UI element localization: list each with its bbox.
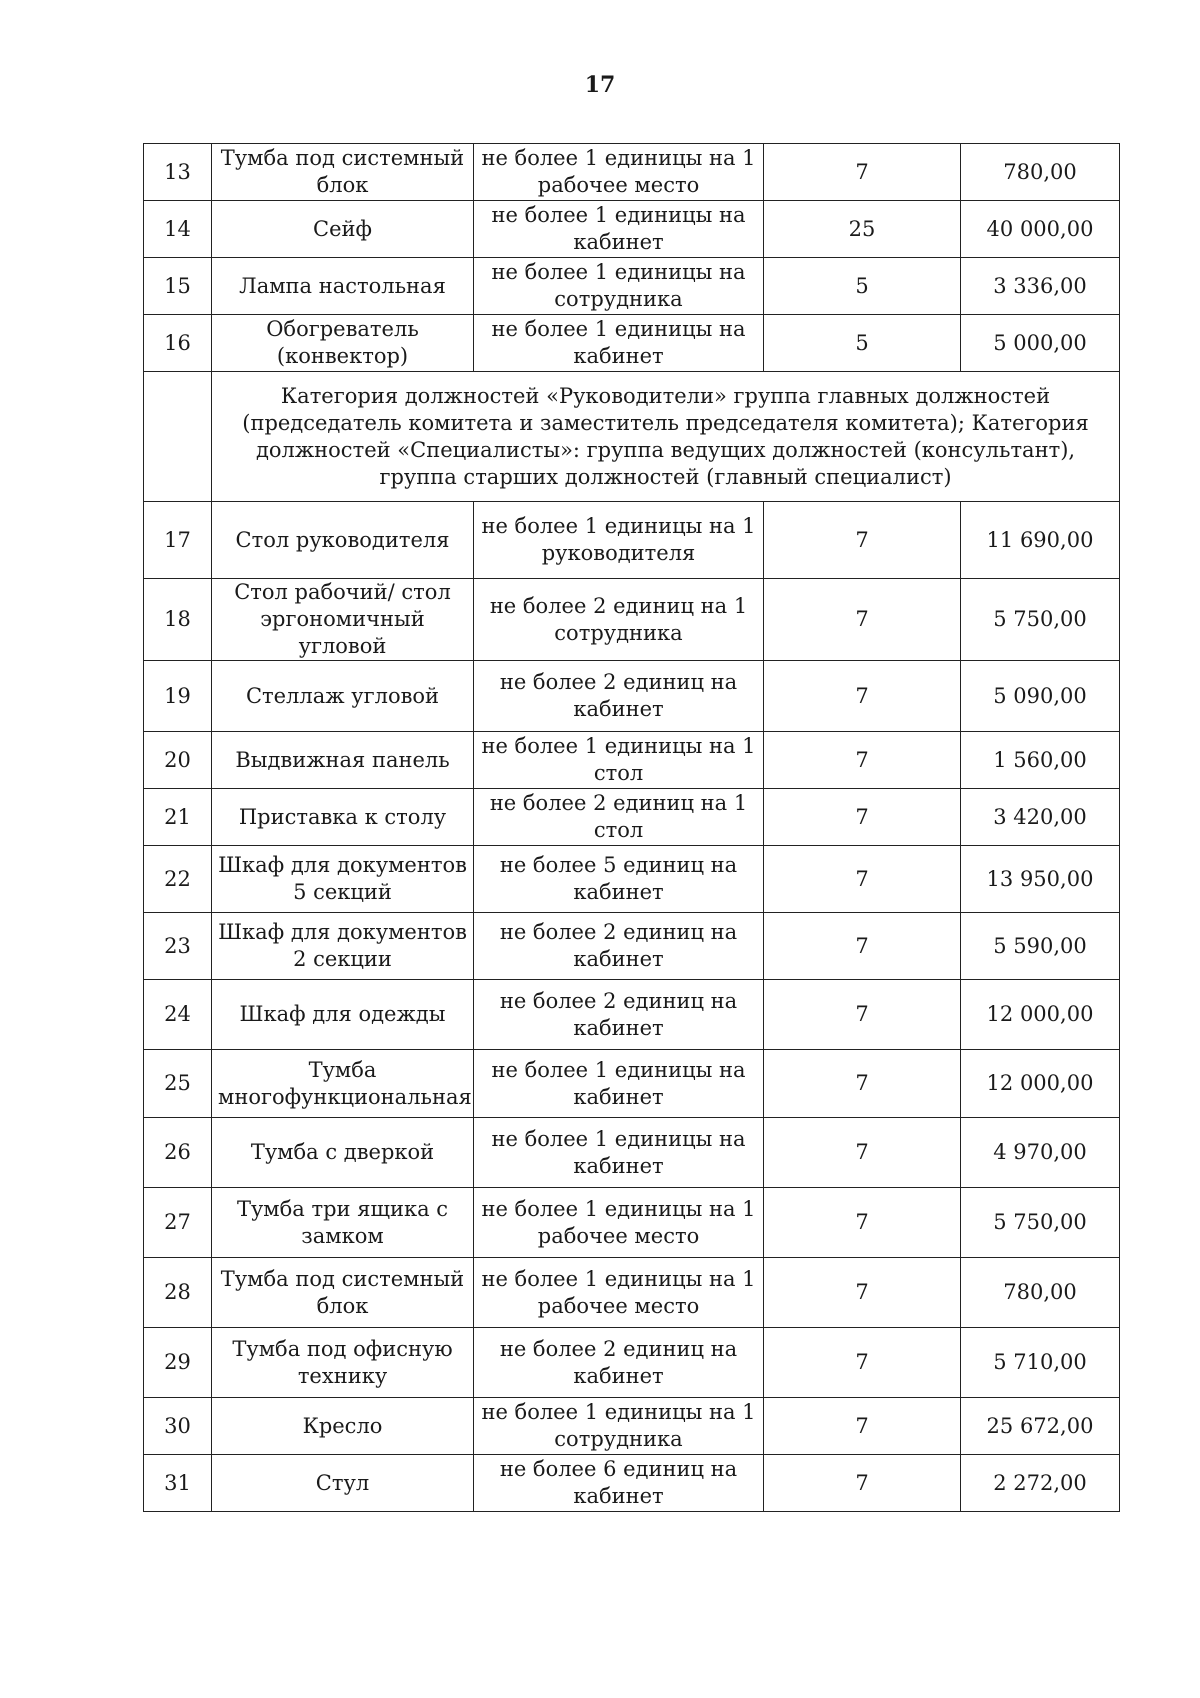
furniture-norms-table	[143, 143, 1120, 1512]
table-row	[144, 661, 1120, 732]
item-price: 12 000,00	[961, 1050, 1120, 1118]
table-row	[144, 1398, 1120, 1455]
row-number: 31	[144, 1455, 212, 1512]
item-price: 5 090,00	[961, 661, 1120, 732]
item-name: Стол рабочий/ стол эргономичный угловой	[212, 579, 474, 661]
item-years: 7	[764, 980, 961, 1050]
row-number: 15	[144, 258, 212, 315]
item-years: 7	[764, 502, 961, 579]
item-years: 7	[764, 579, 961, 661]
item-norm: не более 1 единицы на 1 рабочее место	[474, 1188, 764, 1258]
row-number: 13	[144, 144, 212, 201]
row-number: 21	[144, 789, 212, 846]
row-number: 22	[144, 846, 212, 913]
row-number: 23	[144, 913, 212, 980]
category-empty-cell	[144, 372, 212, 502]
item-norm: не более 1 единицы на сотрудника	[474, 258, 764, 315]
row-number: 19	[144, 661, 212, 732]
category-row	[144, 372, 1120, 502]
category-heading: Категория должностей «Руководители» группа главных должностей (председатель комитета и заместитель председателя комитета); Категория должностей «Специалисты»: группа ведущих должностей (консультант), группа старших должностей (главный специалист)	[212, 372, 1120, 502]
item-name: Тумба под системный блок	[212, 144, 474, 201]
item-years: 7	[764, 789, 961, 846]
item-name: Тумба три ящика с замком	[212, 1188, 474, 1258]
table-row	[144, 913, 1120, 980]
item-name: Приставка к столу	[212, 789, 474, 846]
item-years: 7	[764, 1328, 961, 1398]
item-price: 2 272,00	[961, 1455, 1120, 1512]
item-years: 7	[764, 1050, 961, 1118]
item-years: 7	[764, 1188, 961, 1258]
item-norm: не более 1 единицы на 1 рабочее место	[474, 144, 764, 201]
item-price: 13 950,00	[961, 846, 1120, 913]
item-norm: не более 1 единицы на 1 рабочее место	[474, 1258, 764, 1328]
item-name: Сейф	[212, 201, 474, 258]
row-number: 25	[144, 1050, 212, 1118]
row-number: 24	[144, 980, 212, 1050]
table-row	[144, 1050, 1120, 1118]
table-row	[144, 1328, 1120, 1398]
table-row	[144, 144, 1120, 201]
item-norm: не более 2 единиц на кабинет	[474, 913, 764, 980]
item-years: 7	[764, 732, 961, 789]
item-name: Стул	[212, 1455, 474, 1512]
table-row	[144, 980, 1120, 1050]
item-norm: не более 1 единицы на кабинет	[474, 1118, 764, 1188]
item-years: 5	[764, 315, 961, 372]
item-price: 5 710,00	[961, 1328, 1120, 1398]
item-years: 5	[764, 258, 961, 315]
item-price: 5 750,00	[961, 579, 1120, 661]
item-norm: не более 1 единицы на кабинет	[474, 1050, 764, 1118]
row-number: 30	[144, 1398, 212, 1455]
item-norm: не более 2 единиц на 1 сотрудника	[474, 579, 764, 661]
row-number: 16	[144, 315, 212, 372]
item-years: 7	[764, 913, 961, 980]
item-norm: не более 2 единиц на кабинет	[474, 980, 764, 1050]
table-row	[144, 579, 1120, 661]
page-number: 17	[584, 72, 616, 98]
item-norm: не более 2 единиц на кабинет	[474, 661, 764, 732]
item-price: 12 000,00	[961, 980, 1120, 1050]
item-name: Кресло	[212, 1398, 474, 1455]
item-price: 25 672,00	[961, 1398, 1120, 1455]
row-number: 28	[144, 1258, 212, 1328]
item-norm: не более 1 единицы на 1 руководителя	[474, 502, 764, 579]
table-row	[144, 1455, 1120, 1512]
item-norm: не более 1 единицы на 1 стол	[474, 732, 764, 789]
item-price: 780,00	[961, 1258, 1120, 1328]
item-years: 7	[764, 1455, 961, 1512]
table-row	[144, 789, 1120, 846]
item-name: Шкаф для документов 2 секции	[212, 913, 474, 980]
item-years: 7	[764, 1258, 961, 1328]
item-norm: не более 1 единицы на 1 сотрудника	[474, 1398, 764, 1455]
item-price: 1 560,00	[961, 732, 1120, 789]
item-years: 7	[764, 144, 961, 201]
row-number: 29	[144, 1328, 212, 1398]
item-price: 40 000,00	[961, 201, 1120, 258]
row-number: 14	[144, 201, 212, 258]
table-row	[144, 1188, 1120, 1258]
item-price: 5 590,00	[961, 913, 1120, 980]
item-price: 5 000,00	[961, 315, 1120, 372]
item-years: 25	[764, 201, 961, 258]
item-price: 780,00	[961, 144, 1120, 201]
table-row	[144, 315, 1120, 372]
item-years: 7	[764, 1398, 961, 1455]
table-row	[144, 201, 1120, 258]
item-price: 3 420,00	[961, 789, 1120, 846]
item-norm: не более 1 единицы на кабинет	[474, 201, 764, 258]
item-price: 5 750,00	[961, 1188, 1120, 1258]
item-price: 4 970,00	[961, 1118, 1120, 1188]
item-name: Шкаф для одежды	[212, 980, 474, 1050]
table-row	[144, 1118, 1120, 1188]
item-norm: не более 5 единиц на кабинет	[474, 846, 764, 913]
item-name: Тумба под системный блок	[212, 1258, 474, 1328]
item-norm: не более 6 единиц на кабинет	[474, 1455, 764, 1512]
row-number: 17	[144, 502, 212, 579]
item-name: Шкаф для документов 5 секций	[212, 846, 474, 913]
table-row	[144, 846, 1120, 913]
item-name: Тумба многофункциональная	[212, 1050, 474, 1118]
row-number: 27	[144, 1188, 212, 1258]
table-row	[144, 502, 1120, 579]
item-years: 7	[764, 661, 961, 732]
row-number: 20	[144, 732, 212, 789]
row-number: 26	[144, 1118, 212, 1188]
item-name: Тумба под офисную технику	[212, 1328, 474, 1398]
item-years: 7	[764, 1118, 961, 1188]
table-row	[144, 1258, 1120, 1328]
item-name: Выдвижная панель	[212, 732, 474, 789]
table-row	[144, 258, 1120, 315]
item-price: 3 336,00	[961, 258, 1120, 315]
item-years: 7	[764, 846, 961, 913]
item-name: Тумба с дверкой	[212, 1118, 474, 1188]
item-name: Стеллаж угловой	[212, 661, 474, 732]
row-number: 18	[144, 579, 212, 661]
item-norm: не более 2 единиц на 1 стол	[474, 789, 764, 846]
item-name: Обогреватель (конвектор)	[212, 315, 474, 372]
item-name: Стол руководителя	[212, 502, 474, 579]
item-name: Лампа настольная	[212, 258, 474, 315]
item-norm: не более 2 единиц на кабинет	[474, 1328, 764, 1398]
item-norm: не более 1 единицы на кабинет	[474, 315, 764, 372]
table-row	[144, 732, 1120, 789]
item-price: 11 690,00	[961, 502, 1120, 579]
